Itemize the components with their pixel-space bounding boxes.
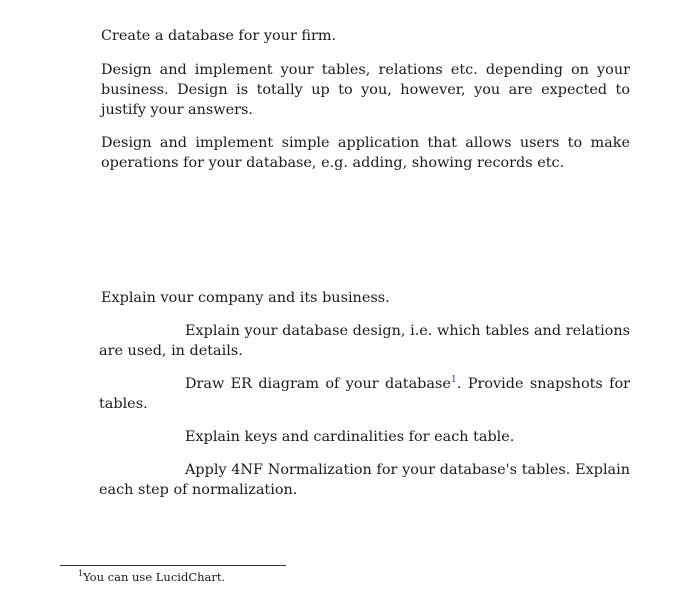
- footnote-mark: 1: [78, 569, 84, 578]
- er-diagram-text: Draw ER diagram of your database: [185, 376, 451, 392]
- footnote-reference[interactable]: 1: [450, 374, 457, 385]
- footnote: [78, 569, 225, 585]
- paragraph-keys-cardinalities: Explain keys and cardinalities for each table.: [185, 429, 515, 445]
- footnote-text: You can use LucidChart.: [83, 570, 226, 584]
- paragraph-design-application: Design and implement simple application that allows users to make operations for your database, e.g. adding, showing records etc.: [101, 135, 630, 171]
- paragraph-design-tables: Design and implement your tables, relations etc. depending on your business. Design is totally up to you, however, you are expected to justify your answers.: [101, 62, 630, 118]
- paragraph-explain-company: Explain vour company and its business.: [101, 290, 390, 306]
- er-diagram-text-rest: . Provide snapshots for tables.: [99, 376, 630, 412]
- footnote-divider: [60, 565, 286, 566]
- paragraph-er-diagram: [99, 374, 630, 414]
- paragraph-explain-design: Explain your database design, i.e. which tables and relations are used, in details.: [99, 323, 630, 359]
- paragraph-create-database: Create a database for your firm.: [101, 28, 337, 44]
- paragraph-normalization: Apply 4NF Normalization for your database's tables. Explain each step of normalization.: [99, 462, 630, 498]
